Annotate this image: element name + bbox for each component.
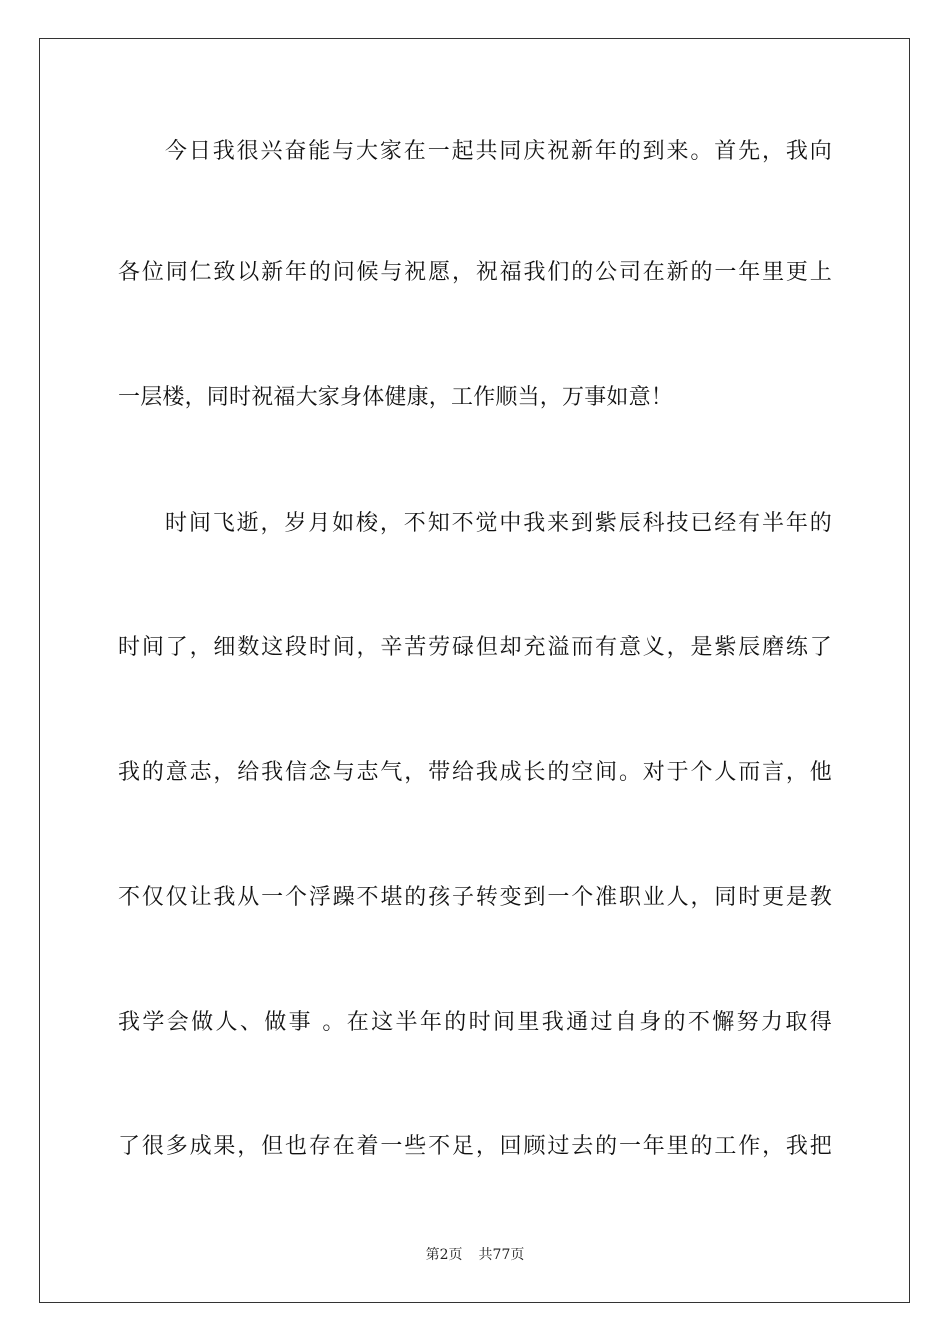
page-footer	[0, 1246, 950, 1264]
paragraph-2-line-6: 了很多成果，但也存在着一些不足，回顾过去的一年里的工作，我把	[118, 1134, 832, 1159]
paragraph-2-line-3: 我的意志，给我信念与志气，带给我成长的空间。对于个人而言，他	[118, 760, 832, 785]
page-total: 共77页	[478, 1247, 525, 1263]
paragraph-1-line-2: 各位同仁致以新年的问候与祝愿，祝福我们的公司在新的一年里更上	[118, 260, 832, 285]
page-number: 第2页	[425, 1247, 463, 1263]
paragraph-2-line-2: 时间了，细数这段时间，辛苦劳碌但却充溢而有意义，是紫辰磨练了	[118, 635, 832, 660]
paragraph-2-line-4: 不仅仅让我从一个浮躁不堪的孩子转变到一个准职业人，同时更是教	[118, 885, 832, 910]
paragraph-1-line-1: 今日我很兴奋能与大家在一起共同庆祝新年的到来。首先，我向	[165, 139, 832, 164]
paragraph-2-line-5: 我学会做人、做事 。在这半年的时间里我通过自身的不懈努力取得	[118, 1010, 832, 1035]
paragraph-2-line-1: 时间飞逝，岁月如梭，不知不觉中我来到紫辰科技已经有半年的	[165, 511, 832, 536]
paragraph-1-line-3: 一层楼，同时祝福大家身体健康，工作顺当，万事如意！	[118, 385, 674, 410]
